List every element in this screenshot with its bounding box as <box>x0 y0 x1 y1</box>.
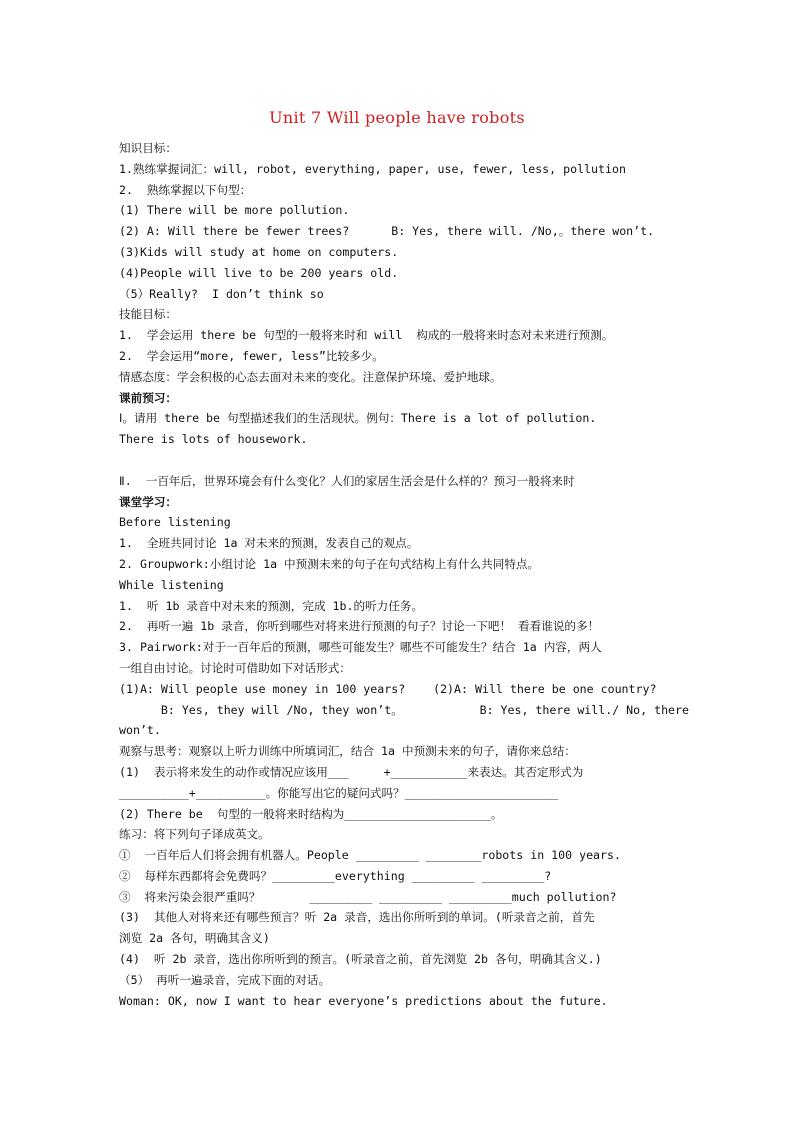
text-line: 2. Groupwork:小组讨论 1a 中预测未来的句子在句式结构上有什么共同特点。 <box>119 556 540 571</box>
text-line: 观察与思考：观察以上听力训练中所填词汇，结合 1a 中预测未来的句子，请你来总结： <box>119 744 576 759</box>
text-line: won’t. <box>119 723 161 738</box>
text-line: (1) There will be more pollution. <box>119 203 350 218</box>
text-line: Ⅰ。请用 there be 句型描述我们的生活现状。例句：There is a lot of pollution. <box>119 411 597 426</box>
text-line: 一组自由讨论。讨论时可借助如下对话形式： <box>119 660 351 675</box>
text-line: 练习：将下列句子译成英文。 <box>119 827 270 842</box>
document-body <box>119 138 689 1011</box>
text-line: (1)A: Will people use money in 100 years? (2)A: Will there be one country? <box>119 681 657 696</box>
text-line: (1) 表示将来发生的动作或情况应该用___ +___________来表达。其否定形式为 <box>119 764 584 779</box>
text-line: 3. Pairwork:对于一百年后的预测，哪些可能发生？哪些不可能发生？结合 1a 内容，两人 <box>119 640 602 655</box>
text-line: (2) A: Will there be fewer trees? B: Yes, there will. /No,。there won’t. <box>119 224 655 239</box>
text-line: (4) 听 2b 录音，选出你所听到的预言。(听录音之前，首先浏览 2b 各句，明确其含义.) <box>119 952 602 967</box>
text-line: B: Yes, they will /No, they won’t。 B: Yes, there will./ No, there <box>119 702 689 717</box>
text-line: __________+__________。你能写出它的疑问式吗？______________________ <box>119 785 559 800</box>
text-line: While listening <box>119 577 224 592</box>
text-line: （5） 再听一遍录音，完成下面的对话。 <box>119 972 331 987</box>
section-heading: 课堂学习： <box>119 494 177 509</box>
document-title: Unit 7 Will people have robots <box>269 108 525 127</box>
blank-line <box>119 450 679 471</box>
text-line: 1. 学会运用 there be 句型的一般将来时和 will 构成的一般将来时态对未来进行预测。 <box>119 328 614 343</box>
text-line: 2. 再听一遍 1b 录音，你听到哪些对将来进行预测的句子？讨论一下吧！ 看看谁说的多！ <box>119 619 600 634</box>
text-line: ② 每样东西都将会免费吗？_________everything _________ _________? <box>119 868 552 883</box>
text-line: 1. 全班共同讨论 1a 对未来的预测，发表自己的观点。 <box>119 536 419 551</box>
text-line: (3)Kids will study at home on computers. <box>119 244 399 259</box>
text-line: Before listening <box>119 515 231 530</box>
text-line: ① 一百年后人们将会拥有机器人。People _________ ________robots in 100 years. <box>119 848 621 863</box>
text-line: Ⅱ. 一百年后，世界环境会有什么变化？人们的家居生活会是什么样的？预习一般将来时 <box>119 473 575 488</box>
text-line: 浏览 2a 各句，明确其含义) <box>119 931 270 946</box>
section-heading: 课前预习： <box>119 390 177 405</box>
text-line: 2. 熟练掌握以下句型： <box>119 182 252 197</box>
text-line: 技能目标： <box>119 307 177 322</box>
text-line: 情感态度：学会积极的心态去面对未来的变化。注意保护环境、爱护地球。 <box>119 369 502 384</box>
text-line: ③ 将来污染会很严重吗？ _________ _________ _________much pollution? <box>119 889 617 904</box>
text-line: (4)People will live to be 200 years old. <box>119 265 399 280</box>
text-line: 知识目标： <box>119 141 177 155</box>
text-line: 1.熟练掌握词汇：will, robot, everything, paper, use, fewer, less, pollution <box>119 161 626 176</box>
text-line: 2. 学会运用“more, fewer, less”比较多少。 <box>119 348 384 363</box>
text-line: (2) There be 句型的一般将来时结构为_____________________。 <box>119 806 503 821</box>
text-line: (3) 其他人对将来还有哪些预言？听 2a 录音，选出你所听到的单词。(听录音之前，首先 <box>119 910 595 925</box>
text-line: Woman: OK, now I want to hear everyone’s predictions about the future. <box>119 993 608 1008</box>
text-line: There is lots of housework. <box>119 432 308 447</box>
text-line: （5）Really? I don’t think so <box>119 286 324 301</box>
text-line: 1. 听 1b 录音中对未来的预测，完成 1b.的听力任务。 <box>119 598 424 613</box>
